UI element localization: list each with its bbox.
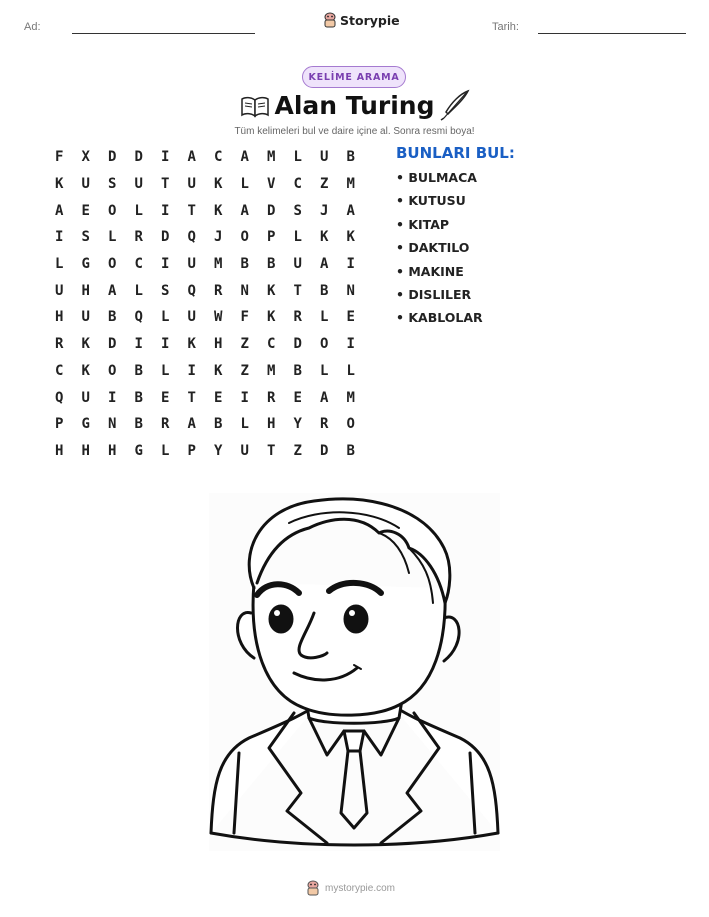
grid-letter[interactable]: L [134,202,143,219]
word-item: • BULMACA [396,170,477,185]
grid-letter[interactable]: K [214,362,223,379]
grid-letter[interactable]: H [214,336,223,353]
grid-letter[interactable]: Y [293,416,302,433]
grid-letter[interactable]: S [108,176,117,193]
grid-letter[interactable]: U [134,176,143,193]
grid-row [46,277,364,304]
grid-letter[interactable]: L [55,256,64,273]
grid-row [46,331,364,358]
grid-letter[interactable]: A [55,202,64,219]
grid-letter[interactable]: I [161,256,170,273]
grid-letter[interactable]: T [187,389,196,406]
grid-letter[interactable]: I [161,336,170,353]
grid-letter[interactable]: Z [240,336,249,353]
grid-row [46,171,364,198]
grid-letter[interactable]: M [267,362,276,379]
grid-letter[interactable]: U [187,309,196,326]
word-item: • DAKTILO [396,240,470,256]
grid-letter[interactable]: E [161,389,170,406]
grid-letter[interactable]: T [161,176,170,193]
grid-letter[interactable]: U [187,176,196,193]
grid-letter[interactable]: D [134,149,143,166]
grid-letter[interactable]: A [320,389,329,406]
grid-letter[interactable]: I [55,229,64,246]
grid-letter[interactable]: M [346,389,355,406]
word-item: • KUTUSU [396,193,466,209]
grid-letter[interactable]: U [55,282,64,299]
grid-letter[interactable]: A [187,416,196,433]
word-item: • KITAP [396,216,450,232]
grid-letter[interactable]: S [161,282,170,299]
grid-letter[interactable]: B [134,362,143,379]
grid-letter[interactable]: R [320,416,329,433]
grid-letter[interactable]: B [346,442,355,459]
grid-letter[interactable]: M [267,149,276,166]
grid-letter[interactable]: C [293,176,302,193]
grid-letter[interactable]: G [81,416,90,433]
grid-letter[interactable]: L [346,362,355,379]
grid-letter[interactable]: H [55,442,64,459]
brand-logo [323,12,400,28]
grid-letter[interactable]: J [214,229,223,246]
grid-letter[interactable]: U [320,149,329,166]
grid-letter[interactable]: I [134,336,143,353]
grid-letter[interactable]: I [346,336,355,353]
grid-letter[interactable]: S [293,202,302,219]
grid-letter[interactable]: C [134,256,143,273]
grid-letter[interactable]: U [81,309,90,326]
grid-row [46,304,364,331]
grid-letter[interactable]: G [81,256,90,273]
grid-letter[interactable]: Q [187,229,196,246]
grid-letter[interactable]: U [293,256,302,273]
grid-letter[interactable]: N [108,416,117,433]
grid-letter[interactable]: Q [55,389,64,406]
name-label: Ad: [24,21,41,33]
date-label: Tarih: [492,21,519,33]
storypie-mascot-icon [323,12,337,28]
grid-row [46,144,364,171]
grid-letter[interactable]: I [108,389,117,406]
grid-letter[interactable]: Z [320,176,329,193]
storypie-mascot-icon [306,880,320,896]
grid-letter[interactable]: I [187,362,196,379]
grid-letter[interactable]: K [267,282,276,299]
grid-letter[interactable]: G [134,442,143,459]
grid-letter[interactable]: E [81,202,90,219]
grid-letter[interactable]: I [240,389,249,406]
grid-letter[interactable]: O [346,416,355,433]
grid-letter[interactable]: D [161,229,170,246]
grid-letter[interactable]: C [267,336,276,353]
date-line[interactable] [538,33,686,34]
grid-letter[interactable]: L [134,282,143,299]
grid-letter[interactable]: L [293,149,302,166]
grid-letter[interactable]: C [55,362,64,379]
grid-letter[interactable]: M [214,256,223,273]
grid-letter[interactable]: A [320,256,329,273]
grid-letter[interactable]: R [293,309,302,326]
grid-letter[interactable]: U [81,176,90,193]
grid-letter[interactable]: K [214,176,223,193]
grid-letter[interactable]: Q [134,309,143,326]
grid-letter[interactable]: K [55,176,64,193]
grid-letter[interactable]: L [108,229,117,246]
grid-letter[interactable]: B [214,416,223,433]
grid-row [46,224,364,251]
grid-letter[interactable]: R [134,229,143,246]
grid-letter[interactable]: B [108,309,117,326]
grid-letter[interactable]: D [293,336,302,353]
grid-letter[interactable]: I [161,149,170,166]
grid-letter[interactable]: Y [214,442,223,459]
grid-letter[interactable]: O [108,256,117,273]
footer-url: mystorypie.com [325,882,396,894]
grid-row [46,384,364,411]
grid-letter[interactable]: A [240,202,249,219]
grid-letter[interactable]: K [187,336,196,353]
grid-letter[interactable]: O [108,362,117,379]
page-title: Alan Turing [274,91,435,120]
grid-letter[interactable]: K [81,362,90,379]
grid-row [46,438,364,465]
word-search-grid[interactable] [46,144,364,464]
grid-letter[interactable]: H [81,282,90,299]
grid-letter[interactable]: H [108,442,117,459]
grid-letter[interactable]: D [267,202,276,219]
grid-letter[interactable]: I [161,202,170,219]
grid-letter[interactable]: R [161,416,170,433]
grid-letter[interactable]: F [240,309,249,326]
grid-letter[interactable]: U [81,389,90,406]
grid-letter[interactable]: T [187,202,196,219]
grid-letter[interactable]: R [267,389,276,406]
word-item: • MAKINE [396,263,464,279]
footer [306,880,395,896]
grid-letter[interactable]: K [346,229,355,246]
grid-row [46,358,364,385]
grid-letter[interactable]: F [55,149,64,166]
grid-letter[interactable]: P [55,416,64,433]
grid-letter[interactable]: B [240,256,249,273]
grid-letter[interactable]: D [108,149,117,166]
grid-letter[interactable]: H [81,442,90,459]
grid-letter[interactable]: C [214,149,223,166]
grid-letter[interactable]: E [214,389,223,406]
grid-letter[interactable]: L [320,362,329,379]
grid-letter[interactable]: L [161,362,170,379]
grid-letter[interactable]: J [320,202,329,219]
grid-letter[interactable]: Q [187,282,196,299]
kelime-arama-badge: KELİME ARAMA [302,66,406,88]
word-list-title: BUNLARI BUL: [396,144,515,162]
grid-letter[interactable]: E [293,389,302,406]
word-item: • KABLOLAR [396,310,483,326]
grid-letter[interactable]: Z [240,362,249,379]
grid-letter[interactable]: A [240,149,249,166]
grid-letter[interactable]: A [108,282,117,299]
grid-letter[interactable]: V [267,176,276,193]
grid-letter[interactable]: B [346,149,355,166]
grid-letter[interactable]: L [293,229,302,246]
grid-letter[interactable]: W [214,309,223,326]
coloring-portrait[interactable] [209,493,500,851]
grid-letter[interactable]: R [55,336,64,353]
grid-letter[interactable]: I [346,256,355,273]
grid-letter[interactable]: L [240,176,249,193]
grid-letter[interactable]: L [161,309,170,326]
grid-letter[interactable]: K [81,336,90,353]
grid-letter[interactable]: N [240,282,249,299]
grid-letter[interactable]: P [187,442,196,459]
grid-letter[interactable]: H [267,416,276,433]
grid-letter[interactable]: B [267,256,276,273]
grid-letter[interactable]: B [293,362,302,379]
grid-letter[interactable]: O [240,229,249,246]
grid-letter[interactable]: H [55,309,64,326]
grid-letter[interactable]: N [346,282,355,299]
quill-pen-icon [438,88,472,122]
grid-letter[interactable]: R [214,282,223,299]
grid-letter[interactable]: L [240,416,249,433]
grid-letter[interactable]: D [108,336,117,353]
name-line[interactable] [72,33,255,34]
instructions: Tüm kelimeleri bul ve daire içine al. Sonra resmi boya! [234,126,475,137]
grid-letter[interactable]: M [346,176,355,193]
grid-letter[interactable]: L [320,309,329,326]
grid-row [46,411,364,438]
grid-letter[interactable]: P [267,229,276,246]
grid-letter[interactable]: K [320,229,329,246]
grid-letter[interactable]: U [187,256,196,273]
grid-row [46,197,364,224]
grid-letter[interactable]: B [134,389,143,406]
grid-letter[interactable]: K [214,202,223,219]
grid-letter[interactable]: B [134,416,143,433]
grid-letter[interactable]: T [267,442,276,459]
word-item: • DISLILER [396,286,472,302]
brand-name: Storypie [340,12,400,28]
grid-row [46,251,364,278]
grid-letter[interactable]: E [346,309,355,326]
grid-letter[interactable]: X [81,149,90,166]
grid-letter[interactable]: O [320,336,329,353]
grid-letter[interactable]: T [293,282,302,299]
grid-letter[interactable]: U [240,442,249,459]
grid-letter[interactable]: S [81,229,90,246]
grid-letter[interactable]: L [161,442,170,459]
word-list [396,170,483,334]
grid-letter[interactable]: K [267,309,276,326]
grid-letter[interactable]: A [346,202,355,219]
grid-letter[interactable]: O [108,202,117,219]
grid-letter[interactable]: B [320,282,329,299]
grid-letter[interactable]: Z [293,442,302,459]
grid-letter[interactable]: D [320,442,329,459]
grid-letter[interactable]: A [187,149,196,166]
